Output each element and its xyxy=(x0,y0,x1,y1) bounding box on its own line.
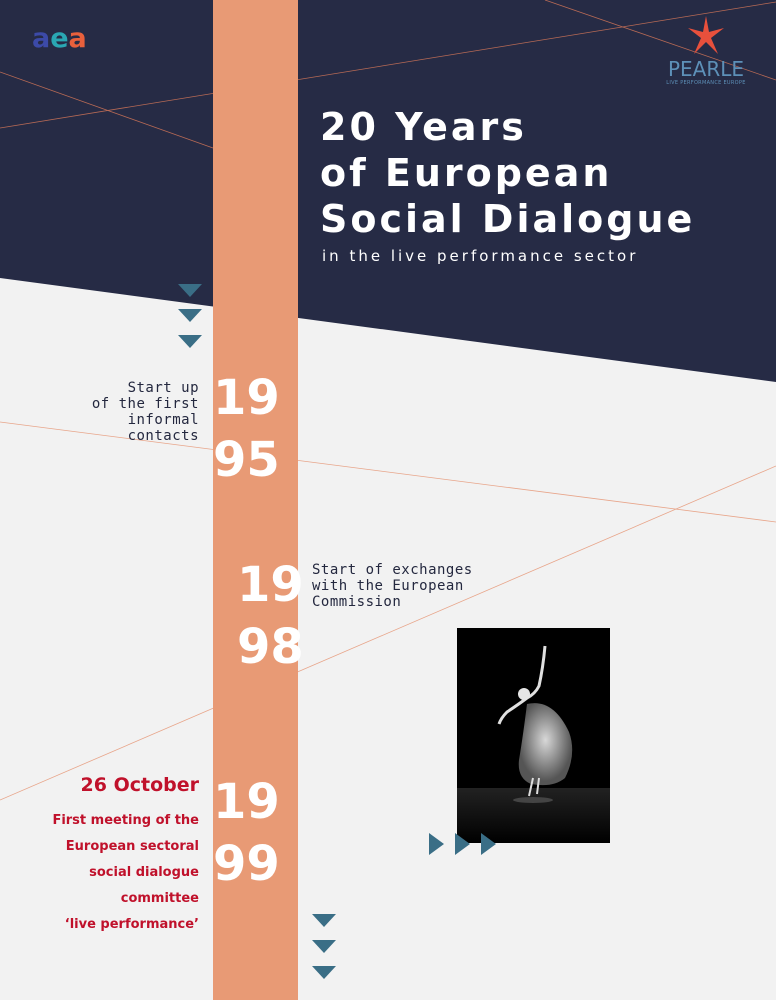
event-1998-line: Commission xyxy=(312,594,402,610)
event-1998-text xyxy=(312,562,473,610)
year-1995 xyxy=(213,368,280,492)
event-1995-line: of the first xyxy=(91,396,199,412)
triangle-right-icon xyxy=(481,833,496,855)
event-1998-line: Start of exchanges xyxy=(312,562,473,578)
triangle-right-icon xyxy=(429,833,444,855)
pearle-name: PEARLE xyxy=(667,57,745,81)
triangle-down-icon xyxy=(178,284,202,297)
pearle-logo xyxy=(662,14,750,87)
event-1995-line: informal xyxy=(127,412,199,428)
event-1999-line: social dialogue xyxy=(89,865,199,880)
aea-letter-1: a xyxy=(32,23,51,54)
aea-logo xyxy=(32,22,87,56)
year-1999 xyxy=(213,772,280,896)
year-1998 xyxy=(237,555,304,679)
dancer-photo xyxy=(457,628,610,843)
event-1999-line: First meeting of the xyxy=(52,813,199,828)
triangle-right-group xyxy=(429,832,499,856)
aea-letter-3: a xyxy=(68,23,87,54)
year-1999-bottom: 99 xyxy=(213,836,280,892)
year-1998-top: 19 xyxy=(237,557,304,613)
event-1998-line: with the European xyxy=(312,578,464,594)
triangle-down-icon xyxy=(312,940,336,953)
event-1999-date: 26 October xyxy=(80,774,199,796)
triangle-down-icon xyxy=(312,914,336,927)
pearle-star-icon xyxy=(686,14,726,58)
page-subtitle: in the live performance sector xyxy=(322,247,639,265)
title-line-1: 20 Years xyxy=(320,105,527,149)
event-1999-line: European sectoral xyxy=(65,839,199,854)
year-1999-top: 19 xyxy=(213,774,280,830)
event-1995-text xyxy=(92,380,199,444)
event-1995-line: contacts xyxy=(127,428,199,444)
dancer-photo-art xyxy=(457,628,610,843)
event-1995-line: Start up xyxy=(127,380,199,396)
year-1998-bottom: 98 xyxy=(237,619,304,675)
page-title xyxy=(320,104,695,242)
year-1995-top: 19 xyxy=(213,370,280,426)
aea-letter-2: e xyxy=(50,23,69,54)
year-1995-bottom: 95 xyxy=(213,432,280,488)
title-line-3: Social Dialogue xyxy=(320,197,696,241)
event-1999-text xyxy=(52,808,199,938)
event-1999-line: ‘live performance’ xyxy=(64,917,199,932)
triangle-down-icon xyxy=(312,966,336,979)
triangle-right-icon xyxy=(455,833,470,855)
title-line-2: of European xyxy=(320,151,613,195)
pearle-tagline: LIVE PERFORMANCE EUROPE xyxy=(666,80,746,86)
triangle-down-group-bottom xyxy=(312,914,336,982)
triangle-down-group-top xyxy=(178,284,202,352)
triangle-down-icon xyxy=(178,309,202,322)
event-1999-line: committee xyxy=(120,891,199,906)
triangle-down-icon xyxy=(178,335,202,348)
